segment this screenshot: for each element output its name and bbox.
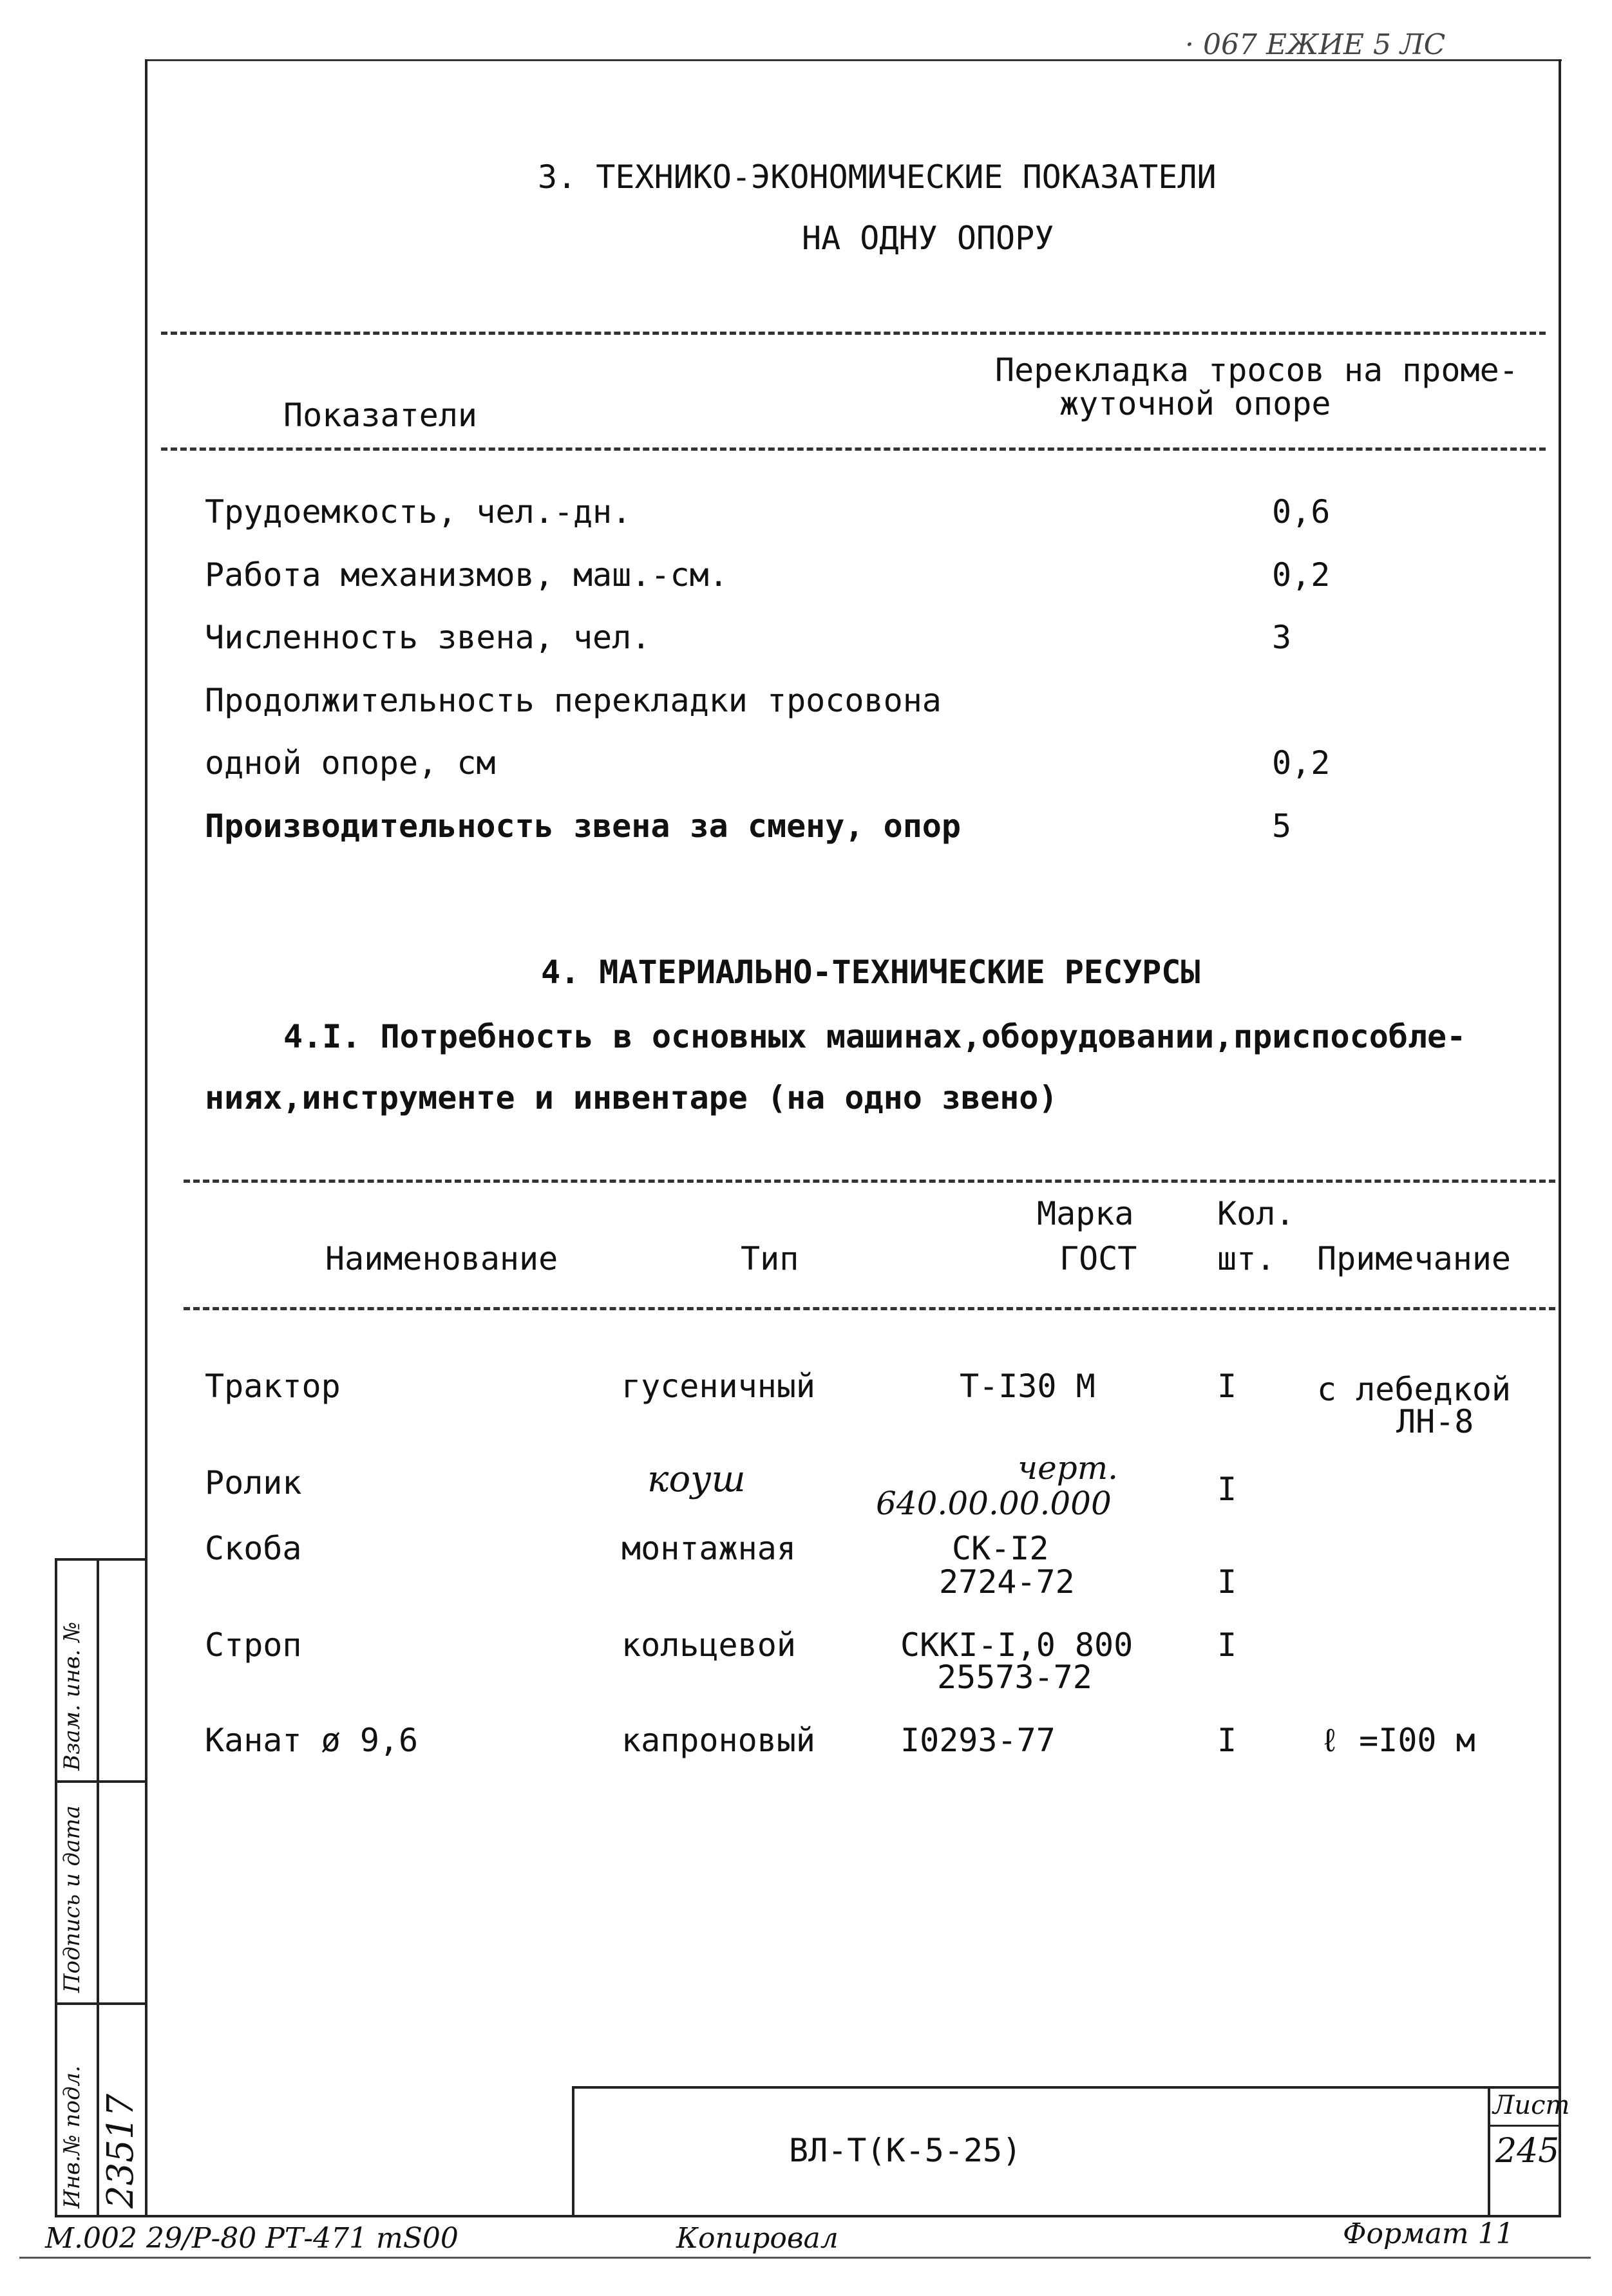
table1-top-rule bbox=[161, 332, 1546, 335]
footer-rule bbox=[19, 2257, 1591, 2259]
table2-row-mark: I0293-77 bbox=[900, 1722, 1056, 1759]
table1-row-value: 3 bbox=[1272, 619, 1292, 656]
section4-subtitle-line2: ниях,инструменте и инвентаре (на одно звено) bbox=[205, 1079, 1058, 1116]
side-stamp-top bbox=[55, 1558, 146, 1561]
footer-left: М.002 29/Р-80 РТ-471 тS00 bbox=[45, 2222, 459, 2255]
side-stamp-inner-line bbox=[97, 1558, 99, 2215]
table1-col1-header: Показатели bbox=[283, 397, 478, 434]
table2-top-rule bbox=[184, 1180, 1555, 1183]
table2-row-type: монтажная bbox=[621, 1530, 796, 1567]
table1-row-label: Численность звена, чел. bbox=[205, 619, 651, 656]
table2-header-type: Тип bbox=[741, 1240, 799, 1277]
table2-row-note: с лебедкой bbox=[1317, 1371, 1512, 1408]
section4-subtitle-line1: 4.I. Потребность в основных машинах,оборудовании,приспособле- bbox=[283, 1018, 1466, 1055]
side-stamp-div-1 bbox=[55, 1780, 146, 1783]
table2-row-name: Скоба bbox=[205, 1530, 302, 1567]
table2-header-note: Примечание bbox=[1317, 1240, 1512, 1277]
table2-row-qty: I bbox=[1217, 1626, 1237, 1664]
table2-row-mark: Т-I30 М bbox=[960, 1368, 1095, 1405]
table1-row-label: Работа механизмов, маш.-см. bbox=[205, 556, 728, 594]
table2-row-mark: СК-I2 bbox=[952, 1530, 1049, 1567]
frame-bottom bbox=[55, 2215, 1561, 2217]
table2-row-type: капроновый bbox=[621, 1722, 816, 1759]
table1-row-value: 0,2 bbox=[1272, 744, 1331, 782]
table2-header-gost: ГОСТ bbox=[1059, 1240, 1137, 1277]
side-stamp-div-2 bbox=[55, 2002, 146, 2005]
frame-right bbox=[1559, 59, 1561, 2216]
table1-col2-header-2: жуточной опоре bbox=[1059, 385, 1331, 422]
side-replace-label: Взам. инв. № bbox=[59, 1621, 85, 1771]
side-inv-value: 23517 bbox=[100, 2093, 142, 2208]
table2-row-note: ℓ =I00 м bbox=[1320, 1722, 1475, 1759]
table2-row-mark: черт. bbox=[1018, 1449, 1119, 1487]
table2-row-qty: I bbox=[1217, 1722, 1237, 1759]
corner-note: · 067 ЕЖИЕ 5 ЛС bbox=[1185, 28, 1446, 61]
table1-row-label: Трудоемкость, чел.-дн. bbox=[205, 493, 632, 531]
table1-row-value: 0,2 bbox=[1272, 556, 1331, 594]
stamp-top-line bbox=[572, 2086, 1560, 2089]
side-inv-label: Инв.№ подл. bbox=[59, 2065, 85, 2208]
table2-row-name: Ролик bbox=[205, 1464, 302, 1501]
table2-header-rule bbox=[184, 1307, 1555, 1310]
table1-header-rule bbox=[161, 447, 1546, 451]
table2-row-mark-2: 640.00.00.000 bbox=[876, 1485, 1112, 1522]
frame-left bbox=[145, 59, 147, 2216]
table2-row-type: коуш bbox=[647, 1458, 746, 1500]
table2-row-type: гусеничный bbox=[621, 1368, 816, 1405]
table2-row-type: кольцевой bbox=[621, 1626, 796, 1664]
stamp-sheet-divider bbox=[1488, 2086, 1490, 2215]
stamp-sheet-rule bbox=[1488, 2125, 1560, 2127]
table2-row-note-2: ЛН-8 bbox=[1396, 1403, 1474, 1440]
table2-row-name: Трактор bbox=[205, 1368, 341, 1405]
table2-row-mark-2: 25573-72 bbox=[937, 1659, 1092, 1696]
stamp-doc-code: ВЛ-Т(К-5-25) bbox=[789, 2132, 1022, 2169]
table1-col2-header: Перекладка тросов на проме- bbox=[995, 352, 1519, 389]
section3-subtitle: НА ОДНУ ОПОРУ bbox=[802, 220, 1054, 257]
table1-row-value: 0,6 bbox=[1272, 493, 1331, 531]
section3-title: 3. ТЕХНИКО-ЭКОНОМИЧЕСКИЕ ПОКАЗАТЕЛИ bbox=[538, 158, 1217, 196]
frame-top bbox=[145, 59, 1562, 61]
table2-row-name: Канат ø 9,6 bbox=[205, 1722, 419, 1759]
table2-header-pcs: шт. bbox=[1217, 1240, 1276, 1277]
table2-row-qty: I bbox=[1217, 1563, 1237, 1601]
stamp-sheet-number: 245 bbox=[1495, 2132, 1560, 2170]
stamp-left-line bbox=[572, 2086, 574, 2215]
table2-row-mark: СККI-I,0 800 bbox=[900, 1626, 1133, 1664]
table2-row-qty: I bbox=[1217, 1471, 1237, 1508]
side-stamp-outer-line bbox=[55, 1558, 57, 2215]
table1-row-label: Производительность звена за смену, опор bbox=[205, 807, 961, 845]
table1-row-value: 5 bbox=[1272, 807, 1292, 845]
side-sign-label: Подпись и дата bbox=[59, 1805, 85, 1993]
table2-header-mark: Марка bbox=[1037, 1195, 1134, 1232]
section4-title: 4. МАТЕРИАЛЬНО-ТЕХНИЧЕСКИЕ РЕСУРСЫ bbox=[541, 954, 1200, 991]
footer-right: Формат 11 bbox=[1343, 2217, 1514, 2250]
table1-row-label: одной опоре, см bbox=[205, 744, 496, 782]
table2-row-mark-2: 2724-72 bbox=[939, 1563, 1075, 1601]
table2-header-qty: Кол. bbox=[1217, 1195, 1295, 1232]
table2-header-name: Наименование bbox=[325, 1240, 558, 1277]
table1-row-label: Продолжительность перекладки тросовона bbox=[205, 682, 942, 719]
table2-row-qty: I bbox=[1217, 1368, 1237, 1405]
stamp-sheet-label: Лист bbox=[1493, 2091, 1570, 2120]
table2-row-name: Строп bbox=[205, 1626, 302, 1664]
footer-center: Копировал bbox=[676, 2222, 839, 2255]
